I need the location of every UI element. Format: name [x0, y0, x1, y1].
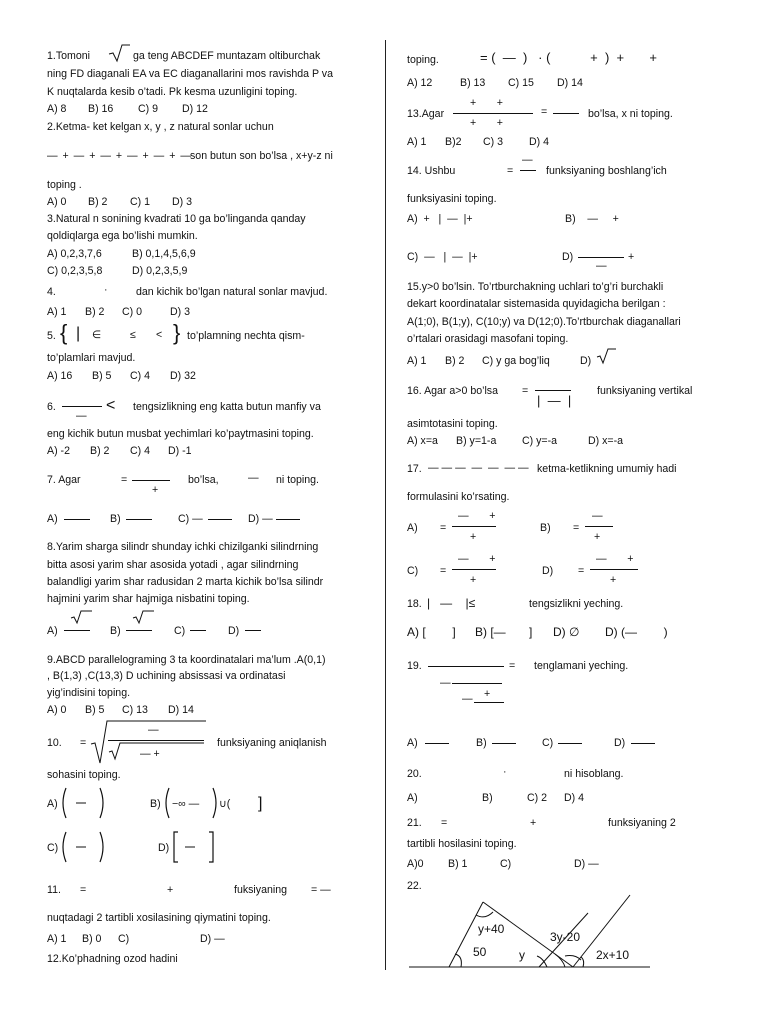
q9-answer-a: A) 0 [47, 704, 67, 716]
q3-text-2: qoldiqlarga ega bo’lishi mumkin. [47, 230, 198, 242]
sqrt-symbol [70, 610, 92, 624]
q1-text-2: ning FD diaganali EA va EC diaganallarini mos ravishda P va [47, 68, 333, 80]
q8-text-2: bitta asosi yarim shar asosida yotadi , agar silindrning [47, 559, 299, 571]
q17-a-num: — + [458, 510, 496, 522]
q17-a-den: + [470, 531, 477, 543]
q9-text-2: , B(1,3) ,C(13,3) D uchining absissasi va ordinatasi [47, 670, 286, 682]
q14-text-2: funksiyasini toping. [407, 193, 497, 205]
q2-formula: — + — + — + — + — + — [47, 150, 192, 162]
q11-answer-a: A) 1 [47, 933, 67, 945]
q7-eq: = [121, 474, 128, 486]
q16-lead: 16. Agar a>0 bo’lsa [407, 385, 498, 397]
q17-sequence: — — — — — — — [428, 462, 529, 474]
q4-answer-a: A) 1 [47, 306, 67, 318]
q6-text: tengsizlikning eng katta butun manfiy va [133, 401, 321, 413]
q7-tail: ni toping. [276, 474, 319, 486]
column-divider [385, 40, 386, 970]
q9-answer-d: D) 14 [168, 704, 194, 716]
q14-d-fraction [578, 257, 624, 258]
q7-b-fraction [126, 519, 152, 520]
q5-leq: ≤ [130, 329, 136, 341]
q1-answer-c: C) 9 [138, 103, 159, 115]
q7-minus: — [248, 472, 259, 484]
q1-label: 1.Tomoni [47, 50, 90, 62]
q8-b-fraction [126, 630, 152, 631]
q7-d-fraction [276, 519, 300, 520]
q19-answer-c: C) [542, 737, 554, 749]
q14-minus: — [522, 154, 533, 166]
q11-eq: = [80, 884, 87, 896]
q5-answer-c: C) 4 [130, 370, 151, 382]
q19-minus-2: — [462, 693, 473, 705]
q13-rhs-fraction [553, 113, 579, 114]
q8-text-3: balandligi yarim shar radusidan 2 marta kichik bo’lsa silindr [47, 576, 324, 588]
q12-answer-d: D) 14 [557, 77, 583, 89]
q19-a-fraction [425, 743, 449, 744]
q15-text-2: dekart koordinatalar sistemasida quyidagicha berilgan : [407, 298, 666, 310]
q2-text-3: toping . [47, 179, 82, 191]
q6-lt: < [106, 397, 116, 414]
q16-eq: = [522, 385, 529, 397]
q3-answer-c: C) 0,2,3,5,8 [47, 265, 103, 277]
q20-answer-b: B) [482, 792, 493, 804]
q10-answer-d: D) [158, 842, 170, 854]
q20-lead: 20. [407, 768, 422, 780]
q10-answer-b: B) [150, 798, 161, 810]
q21-text-2: tartibli hosilasini toping. [407, 838, 517, 850]
q6-answer-b: B) 2 [90, 445, 110, 457]
q11-number: 11. [47, 884, 61, 896]
q11-text-2: nuqtadagi 2 tartibli xosilasining qiymatini toping. [47, 912, 271, 924]
q5-answer-a: A) 16 [47, 370, 73, 382]
q11-plus: + [167, 884, 174, 896]
q14-lead: 14. Ushbu [407, 165, 456, 177]
q5-lt: < [156, 329, 163, 341]
q8-text: 8.Yarim sharga silindr shunday ichki chizilganki silindrning [47, 541, 319, 553]
q8-a-fraction [64, 630, 90, 631]
q18-answer-b: B) [— ] [475, 625, 533, 639]
q19-eq: = [509, 660, 516, 672]
q6-fraction-bar [62, 406, 102, 407]
q21-eq: = [441, 817, 448, 829]
q17-answer-d: D) [542, 565, 554, 577]
q2-answer-d: D) 3 [172, 196, 193, 208]
q13-answer-b: B)2 [445, 136, 462, 148]
q15-answer-d: D) [580, 355, 592, 367]
q16-answer-d: D) x=-a [588, 435, 624, 447]
q19-minus-1: — [440, 677, 451, 689]
q17-a-eq: = [440, 522, 447, 534]
q14-answer-c: C) — | — |+ [407, 251, 478, 263]
q5-brace-open: { [60, 320, 68, 345]
q14-d-minus: — [596, 260, 607, 272]
q18-expression: | — |≤ [427, 596, 476, 610]
q7-a-fraction [64, 519, 90, 520]
bracket-group [173, 830, 215, 864]
q4-number: 4. [47, 286, 56, 298]
q9-text-3: yig’indisini toping. [47, 687, 131, 699]
q6-minus: — [76, 410, 87, 422]
sqrt-symbol [108, 44, 130, 62]
q18-answer-c: D) ∅ [553, 625, 580, 639]
q15-text-3: A(1;0), B(1;y), C(10;y) va D(12;0).To’rtburchak diaganallari [407, 316, 681, 328]
q17-c-den: + [470, 574, 477, 586]
q10-minus: — [148, 724, 159, 736]
q10-text: funksiyaning aniqlanish [217, 737, 327, 749]
q4-answer-b: B) 2 [85, 306, 105, 318]
q7-c-fraction [208, 519, 232, 520]
sqrt-symbol [132, 610, 154, 624]
q16-answer-c: C) y=-a [522, 435, 558, 447]
q17-text-2: formulasini ko’rsating. [407, 491, 510, 503]
q10-text-2: sohasini toping. [47, 769, 121, 781]
q5-answer-b: B) 5 [92, 370, 112, 382]
q12-answer-a: A) 12 [407, 77, 433, 89]
q5-text: to’plamning nechta qism- [187, 330, 305, 342]
q11-answer-d: D) — [200, 933, 225, 945]
q22-label-left: 50 [473, 945, 487, 959]
q17-lead: 17. [407, 463, 422, 475]
q22-label-far: 2x+10 [596, 948, 630, 962]
q12-text: 12.Ko’phadning ozod hadini [47, 953, 178, 965]
q20-text: ni hisoblang. [564, 768, 624, 780]
q10-fraction-bar [108, 740, 204, 741]
q4-dot: · [104, 284, 108, 296]
q17-d-num: — + [596, 553, 634, 565]
q19-lead: 19. [407, 660, 422, 672]
q6-answer-c: C) 4 [130, 445, 151, 457]
q7-answer-b: B) [110, 513, 121, 525]
q9-text: 9.ABCD parallelograming 3 ta koordinatalari ma’lum .A(0,1) [47, 654, 326, 666]
q1-answer-d: D) 12 [182, 103, 208, 115]
q3-text: 3.Natural n sonining kvadrati 10 ga bo’linganda qanday [47, 213, 306, 225]
q15-text: 15.y>0 bo’lsin. To’rtburchakning uchlari to’g’ri burchakli [407, 281, 664, 293]
q17-c-eq: = [440, 565, 447, 577]
q9-answer-b: B) 5 [85, 704, 105, 716]
q17-answer-c: C) [407, 565, 419, 577]
q17-a-fraction [452, 526, 496, 527]
q21-text: funksiyaning 2 [608, 817, 676, 829]
q13-answer-c: C) 3 [483, 136, 504, 148]
q2-text-2: son butun son bo’lsa , x+y-z ni [190, 150, 333, 162]
q19-fraction-bar [428, 666, 504, 667]
q19-c-fraction [558, 743, 582, 744]
q16-answer-a: A) x=a [407, 435, 438, 447]
q10-eq: = [80, 737, 87, 749]
q17-b-eq: = [573, 522, 580, 534]
q17-text: ketma-ketlikning umumiy hadi [537, 463, 677, 475]
q7-mid: bo’lsa, [188, 474, 219, 486]
q18-answer-d: D) (— ) [605, 625, 668, 639]
q19-answer-d: D) [614, 737, 626, 749]
q7-plus: + [152, 484, 159, 496]
q3-answer-d: D) 0,2,3,5,9 [132, 265, 188, 277]
q10-union: ∪( [219, 798, 231, 810]
q10-answer-a: A) [47, 798, 58, 810]
q17-answer-a: A) [407, 522, 418, 534]
q13-answer-d: D) 4 [529, 136, 550, 148]
q14-eq: = [507, 165, 514, 177]
sqrt-symbol [596, 348, 616, 364]
q3-answer-a: A) 0,2,3,7,6 [47, 248, 102, 260]
q17-c-num: — + [458, 553, 496, 565]
q21-answer-d: D) — [574, 858, 599, 870]
q5-number: 5. [47, 330, 56, 342]
q6-text-2: eng kichik butun musbat yechimlari ko’paytmasini toping. [47, 428, 314, 440]
q8-c-fraction [190, 630, 206, 631]
q12-answer-b: B) 13 [460, 77, 486, 89]
q18-lead: 18. [407, 598, 422, 610]
q1-text-3: K nuqtalarda kesib o’tadi. Pk kesma uzunligini toping. [47, 86, 298, 98]
q14-d-tail: + [628, 251, 635, 263]
q19-text: tenglamani yeching. [534, 660, 629, 672]
q22-label-right-angle: 3y-20 [550, 930, 581, 944]
q20-answer-a: A) [407, 792, 418, 804]
q13-lead: 13.Agar [407, 108, 445, 120]
q1-answer-a: A) 8 [47, 103, 67, 115]
q2-answer-a: A) 0 [47, 196, 67, 208]
q8-answer-a: A) [47, 625, 58, 637]
q1-answer-b: B) 16 [88, 103, 114, 115]
q4-text: dan kichik bo’lgan natural sonlar mavjud. [136, 286, 328, 298]
q10-number: 10. [47, 737, 62, 749]
q7-answer-c: C) — [178, 513, 203, 525]
q22-lead: 22. [407, 880, 422, 892]
q17-c-fraction [452, 569, 496, 570]
q4-answer-c: C) 0 [122, 306, 143, 318]
q22-label-middle: y [519, 948, 525, 962]
q20-dot: · [503, 766, 507, 778]
q4-answer-d: D) 3 [170, 306, 191, 318]
q6-number: 6. [47, 401, 56, 413]
q19-b-fraction [492, 743, 516, 744]
q7-fraction-bar [132, 480, 170, 481]
q17-answer-b: B) [540, 522, 551, 534]
q21-answer-a: A)0 [407, 858, 424, 870]
q12-toping: toping. [407, 54, 439, 66]
q10-inner: — + [140, 748, 160, 760]
q17-d-eq: = [578, 565, 585, 577]
q1-text: ga teng ABCDEF muntazam oltiburchak [133, 50, 321, 62]
q15-answer-c: C) y ga bog’liq [482, 355, 550, 367]
q10-b-inner: −∞ — [172, 798, 200, 810]
q13-denominator: + + [470, 117, 503, 129]
q10-answer-c: C) [47, 842, 59, 854]
paren-group [60, 786, 106, 820]
q19-fraction-bar-2 [452, 683, 502, 684]
q15-text-4: o’rtalari orasidagi masofani toping. [407, 333, 569, 345]
q5-brace-close: } [173, 320, 181, 345]
q5-bar: | [76, 325, 81, 342]
q2-answer-b: B) 2 [88, 196, 108, 208]
q19-answer-b: B) [476, 737, 487, 749]
q19-d-fraction [631, 743, 655, 744]
q13-eq: = [541, 106, 548, 118]
q21-plus: + [530, 817, 537, 829]
q5-in: ∈ [92, 329, 102, 341]
q13-answer-a: A) 1 [407, 136, 427, 148]
q21-answer-c: C) [500, 858, 512, 870]
q3-answer-b: B) 0,1,4,5,6,9 [132, 248, 196, 260]
q11-eqdash: = — [311, 884, 331, 896]
q13-fraction-bar [453, 113, 533, 114]
q7-answer-a: A) [47, 513, 58, 525]
q16-text: funksiyaning vertikal [597, 385, 693, 397]
q9-answer-c: C) 13 [122, 704, 148, 716]
q14-answer-d: D) [562, 251, 574, 263]
q8-answer-b: B) [110, 625, 121, 637]
q10-bracket: ] [258, 795, 263, 812]
q15-answer-b: B) 2 [445, 355, 465, 367]
q7-lead: 7. Agar [47, 474, 81, 486]
q8-answer-c: C) [174, 625, 186, 637]
q19-fraction-bar-3 [474, 702, 504, 703]
q2-answer-c: C) 1 [130, 196, 151, 208]
q17-d-fraction [590, 569, 638, 570]
q16-fraction-bar [535, 390, 571, 391]
q7-answer-d: D) — [248, 513, 273, 525]
q11-answer-b: B) 0 [82, 933, 102, 945]
q17-b-fraction [585, 526, 613, 527]
q13-text: bo’lsa, x ni toping. [588, 108, 673, 120]
q2-text: 2.Ketma- ket kelgan x, y , z natural sonlar uchun [47, 121, 274, 133]
q20-answer-d: D) 4 [564, 792, 585, 804]
q15-answer-a: A) 1 [407, 355, 427, 367]
q14-text: funksiyaning boshlang’ich [546, 165, 667, 177]
q20-answer-c: C) 2 [527, 792, 548, 804]
q22-label-top: y+40 [478, 922, 505, 936]
q16-text-2: asimtotasini toping. [407, 418, 498, 430]
q5-answer-d: D) 32 [170, 370, 196, 382]
q17-b-num: — [592, 510, 603, 522]
q21-lead: 21. [407, 817, 422, 829]
q19-plus: + [484, 688, 491, 700]
q18-text: tengsizlikni yeching. [529, 598, 624, 610]
q6-answer-d: D) -1 [168, 445, 192, 457]
q19-answer-a: A) [407, 737, 418, 749]
q5-text-2: to’plamlari mavjud. [47, 352, 136, 364]
q14-fraction-bar [520, 170, 536, 171]
q8-answer-d: D) [228, 625, 240, 637]
q16-answer-b: B) y=1-a [456, 435, 497, 447]
q6-answer-a: A) -2 [47, 445, 70, 457]
q17-d-den: + [610, 574, 617, 586]
q12-answer-c: C) 15 [508, 77, 534, 89]
q17-b-den: + [594, 531, 601, 543]
q8-d-fraction [245, 630, 261, 631]
q14-answer-b: B) — + [565, 213, 619, 225]
q14-answer-a: A) + | — |+ [407, 213, 473, 225]
paren-group [60, 830, 106, 864]
q12-formula: = ( — ) · ( + ) + + [480, 50, 657, 65]
q8-text-4: hajmini yarim shar hajmiga nisbatini toping. [47, 593, 250, 605]
q11-answer-c: C) [118, 933, 130, 945]
q18-answer-a: A) [ ] [407, 625, 456, 639]
q13-numerator: + + [470, 97, 503, 109]
q11-text: fuksiyaning [234, 884, 287, 896]
q16-denominator: | — | [537, 393, 572, 408]
q21-answer-b: B) 1 [448, 858, 468, 870]
